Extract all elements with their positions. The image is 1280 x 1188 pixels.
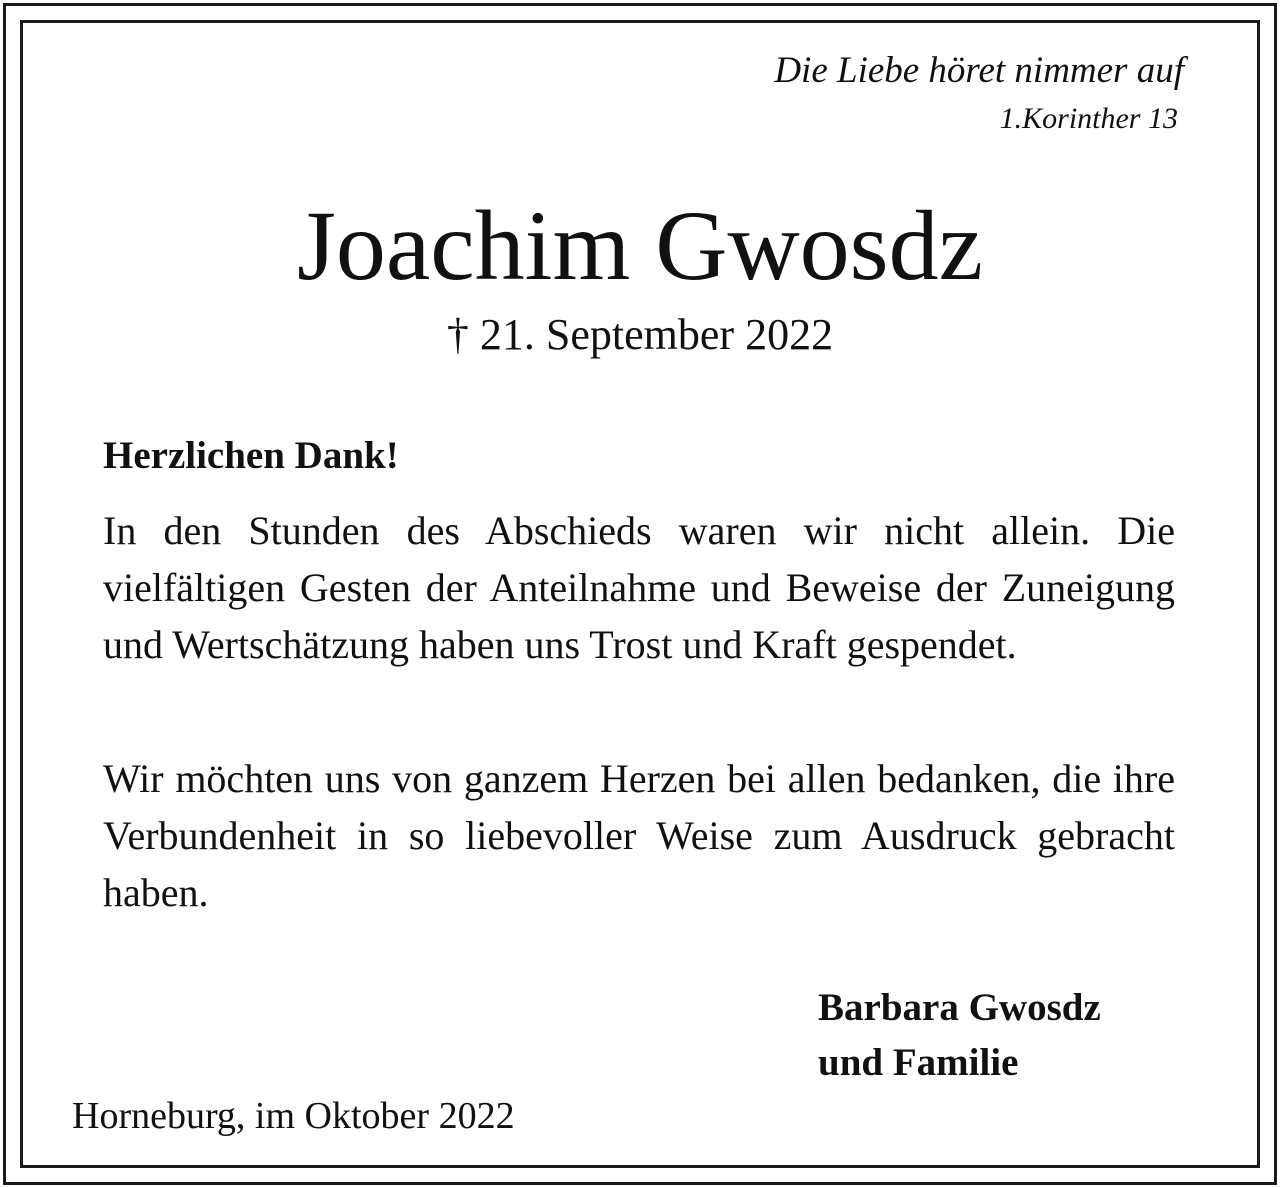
deceased-name: Joachim Gwosdz [297, 190, 983, 301]
signature-family: und Familie [818, 1041, 1019, 1084]
signature-block [818, 980, 1101, 1090]
death-date: † 21. September 2022 [446, 310, 834, 359]
signature-name: Barbara Gwosdz [818, 986, 1101, 1029]
thanks-paragraph-2: Wir möchten uns von ganzem Herzen bei allen bedanken, die ihre Verbundenheit in so liebevoller Weise zum Ausdruck gebracht haben. [103, 756, 1175, 915]
bible-motto: Die Liebe höret nimmer auf [774, 50, 1184, 91]
bible-verse-reference: 1.Korinther 13 [999, 102, 1178, 135]
thanks-heading: Herzlichen Dank! [103, 434, 399, 477]
place-and-date: Horneburg, im Oktober 2022 [72, 1095, 515, 1137]
thanks-paragraph-1: In den Stunden des Abschieds waren wir nicht allein. Die vielfältigen Gesten der Anteilnahme und Beweise der Zuneigung und Wertschätzung haben uns Trost und Kraft gespendet. [103, 508, 1175, 667]
